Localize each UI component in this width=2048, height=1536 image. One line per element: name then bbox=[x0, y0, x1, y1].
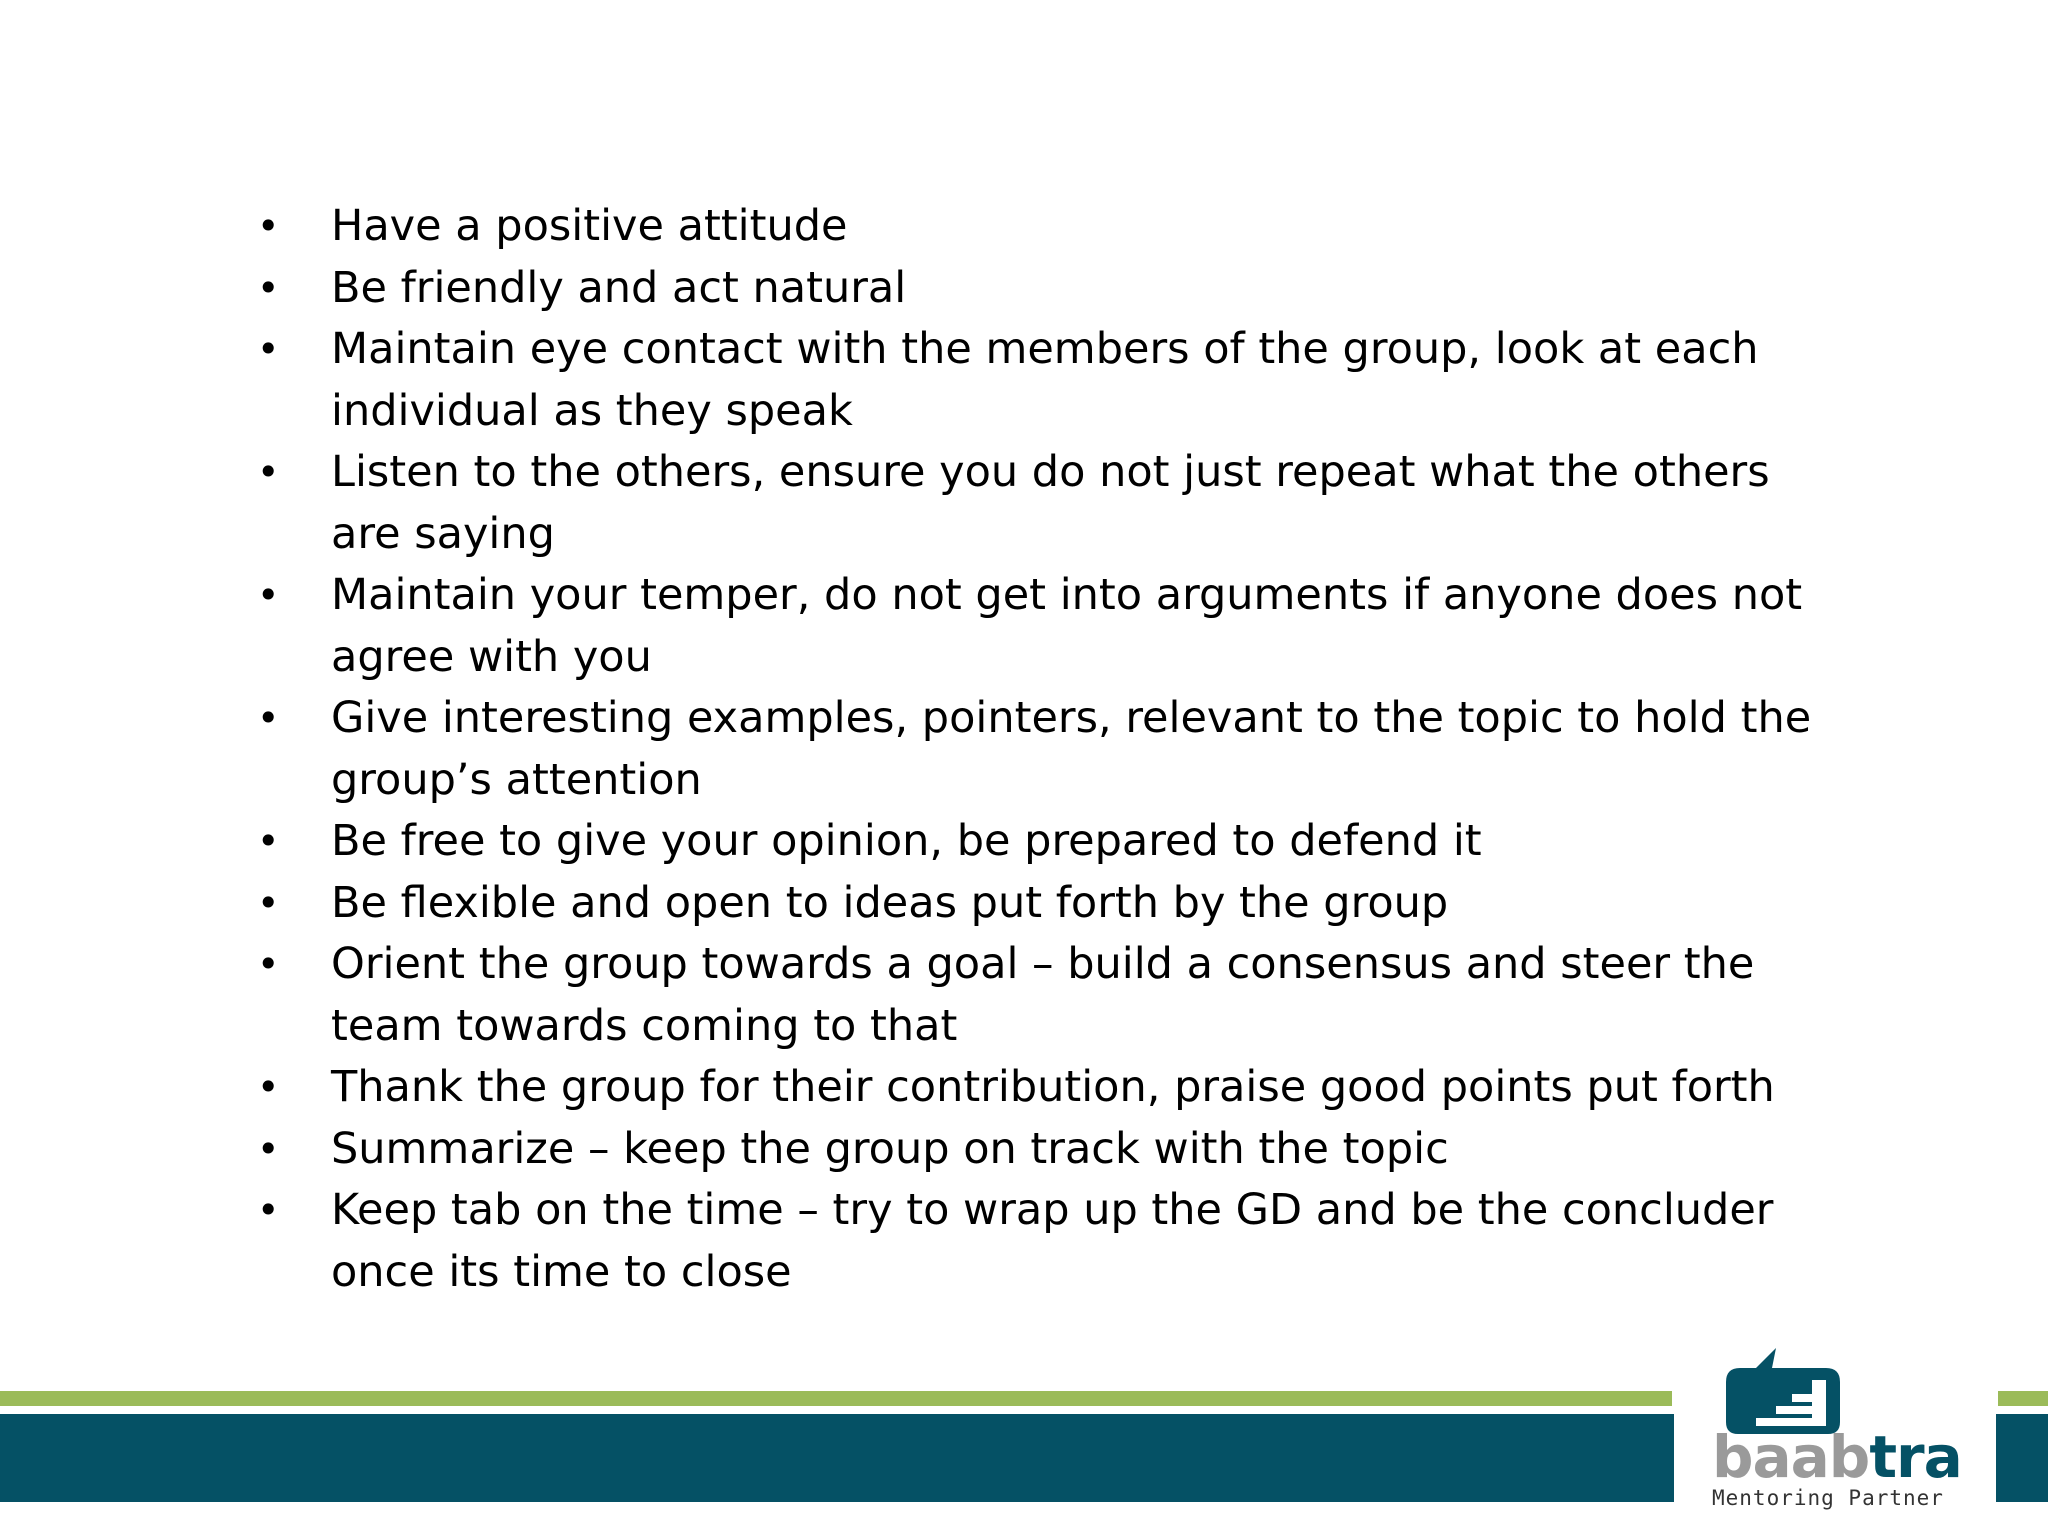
bullet-item bbox=[255, 1057, 1815, 1119]
bullet-text: Maintain your temper, do not get into arguments if anyone does not agree with you bbox=[331, 570, 1803, 682]
bullet-text: Summarize – keep the group on track with the topic bbox=[331, 1123, 1449, 1174]
bullet-item bbox=[255, 688, 1815, 811]
bullet-marker: • bbox=[257, 204, 280, 248]
bullet-item bbox=[255, 319, 1815, 442]
bullet-marker: • bbox=[257, 327, 280, 371]
bullet-text: Have a positive attitude bbox=[331, 201, 848, 251]
bullet-item bbox=[255, 873, 1815, 935]
bullet-text: Be free to give your opinion, be prepared to defend it bbox=[331, 816, 1482, 866]
bullet-marker: • bbox=[257, 1065, 280, 1109]
bullet-text: Be friendly and act natural bbox=[331, 262, 907, 313]
logo-wordmark bbox=[1712, 1423, 1962, 1491]
logo-tagline: Mentoring Partner bbox=[1712, 1486, 1944, 1510]
bullet-marker: • bbox=[257, 696, 280, 740]
bullet-text: Give interesting examples, pointers, relevant to the topic to hold the group’s attention bbox=[331, 693, 1812, 805]
bullet-marker: • bbox=[257, 942, 280, 986]
bullet-item bbox=[255, 811, 1815, 873]
baabtra-logo bbox=[1700, 1348, 1990, 1510]
logo-word-part1: baab bbox=[1712, 1423, 1870, 1491]
bullet-item bbox=[255, 1119, 1815, 1181]
bullet-marker: • bbox=[257, 819, 280, 863]
bullet-marker: • bbox=[257, 573, 280, 617]
bullet-marker: • bbox=[257, 1126, 280, 1171]
bullet-list bbox=[255, 196, 1815, 1303]
bullet-text: Orient the group towards a goal – build a consensus and steer the team towards coming to that bbox=[331, 939, 1755, 1051]
bullet-item bbox=[255, 196, 1815, 258]
bullet-item bbox=[255, 1180, 1815, 1303]
footer-green-stripe-right bbox=[1998, 1391, 2048, 1406]
bullet-marker: • bbox=[257, 880, 280, 925]
bullet-text: Be flexible and open to ideas put forth by the group bbox=[331, 877, 1449, 928]
footer-teal-band bbox=[0, 1414, 1674, 1502]
bullet-item bbox=[255, 934, 1815, 1057]
bullet-item bbox=[255, 565, 1815, 688]
footer-teal-band-right bbox=[1996, 1414, 2048, 1502]
bullet-text: Thank the group for their contribution, praise good points put forth bbox=[331, 1062, 1775, 1112]
bullet-marker: • bbox=[257, 265, 280, 310]
bullet-marker: • bbox=[257, 450, 280, 494]
bullet-text: Listen to the others, ensure you do not just repeat what the others are saying bbox=[331, 447, 1770, 559]
logo-word-part2: tra bbox=[1869, 1423, 1962, 1491]
bullet-item bbox=[255, 258, 1815, 320]
footer-green-stripe bbox=[0, 1391, 1672, 1406]
bullet-marker: • bbox=[257, 1188, 280, 1232]
bullet-text: Keep tab on the time – try to wrap up the GD and be the concluder once its time to close bbox=[331, 1185, 1774, 1297]
bullet-item bbox=[255, 442, 1815, 565]
bullet-text: Maintain eye contact with the members of the group, look at each individual as they speak bbox=[331, 324, 1759, 436]
